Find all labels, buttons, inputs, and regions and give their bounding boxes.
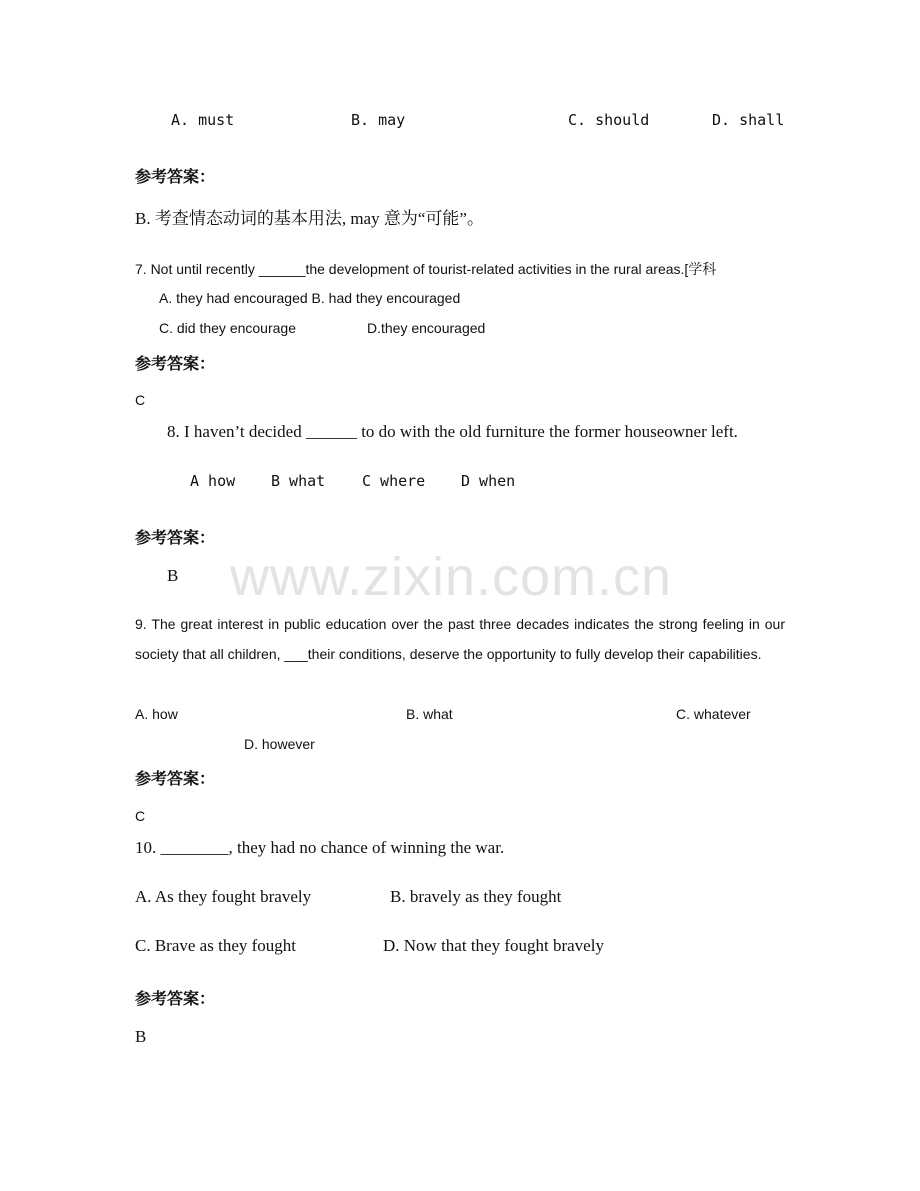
q8-option-a: A how	[190, 472, 236, 490]
q10-option-b: B. bravely as they fought	[390, 887, 562, 906]
q9-answer-label: 参考答案：	[135, 769, 216, 788]
q7-answer: C	[135, 392, 146, 408]
watermark: www.zixin.com.cn	[230, 547, 673, 607]
q7-options-ab: A. they had encouraged B. had they encouraged	[159, 290, 461, 306]
q6-option-d: D. shall	[712, 111, 785, 129]
q6-option-a: A. must	[171, 111, 235, 129]
q7-answer-label: 参考答案：	[135, 354, 216, 373]
q6-option-b: B. may	[351, 111, 406, 129]
q8-answer: B	[167, 566, 179, 585]
q9-option-d: D. however	[244, 736, 315, 752]
q8-answer-label: 参考答案：	[135, 528, 216, 547]
q8-option-c: C where	[362, 472, 426, 490]
q8-option-b: B what	[271, 472, 326, 490]
q10-option-a: A. As they fought bravely	[135, 887, 312, 906]
q10-option-d: D. Now that they fought bravely	[383, 936, 604, 955]
q7-option-d: D.they encouraged	[367, 320, 486, 336]
q9-option-b: B. what	[406, 706, 453, 722]
q9-option-c: C. whatever	[676, 706, 751, 722]
q10-answer-label: 参考答案：	[135, 989, 216, 1008]
q6-answer-label: 参考答案：	[135, 167, 216, 186]
q10-option-c: C. Brave as they fought	[135, 936, 296, 955]
q6-option-c: C. should	[568, 111, 650, 129]
q8-stem: 8. I haven’t decided ______ to do with the old furniture the former houseowner left.	[167, 422, 738, 441]
q9-option-a: A. how	[135, 706, 178, 722]
q7-option-c: C. did they encourage	[159, 320, 296, 336]
q7-stem: 7. Not until recently ______the development of tourist-related activities in the rural areas.[学科	[135, 261, 717, 277]
q8-option-d: D when	[461, 472, 516, 490]
q10-answer: B	[135, 1027, 147, 1046]
q9-stem: 9. The great interest in public education over the past three decades indicates the strong feeling in our society that all children, ___their conditions, deserve the opportunity to fully develop their capabilities.	[135, 616, 785, 662]
q9-answer: C	[135, 808, 146, 824]
q10-stem: 10. ________, they had no chance of winning the war.	[135, 838, 505, 857]
q6-answer: B. 考查情态动词的基本用法, may 意为“可能”。	[135, 209, 484, 228]
